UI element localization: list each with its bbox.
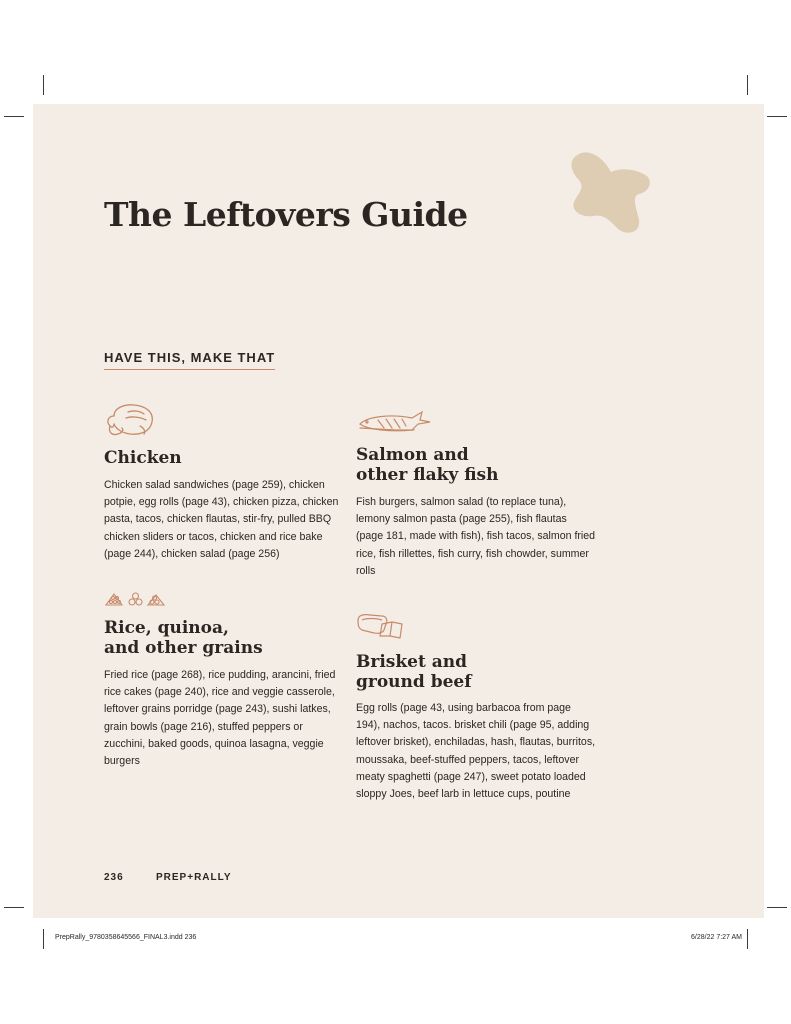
book-title-footer: PREP+RALLY — [156, 872, 232, 883]
section-heading: HAVE THIS, MAKE THAT — [104, 350, 275, 370]
decorative-blob-icon — [565, 150, 651, 236]
crop-mark — [43, 75, 44, 95]
crop-mark — [4, 907, 24, 908]
category-body: Fried rice (page 268), rice pudding, arancini, fried rice cakes (page 240), rice and veggie casserole, leftover grains porridge (page 243), sushi latkes, grain bowls (page 216), stuffed peppers or zucchini, baked goods, quinoa lasagna, veggie burgers — [104, 669, 336, 768]
category-title: Brisket and ground beef — [356, 652, 472, 692]
file-slug: PrepRally_9780358645566_FINAL3.indd 236 — [55, 934, 197, 941]
chicken-icon — [104, 402, 156, 438]
category-body: Fish burgers, salmon salad (to replace tuna), lemony salmon pasta (page 255), fish flautas (page 181, made with fish), fish tacos, salmon fried rice, fish rillettes, fish curry, fish chowder, summer rolls — [356, 496, 596, 577]
crop-mark — [4, 116, 24, 117]
crop-mark — [767, 907, 787, 908]
category-title: Chicken — [104, 448, 182, 468]
category-title: Salmon and other flaky fish — [356, 445, 499, 485]
crop-mark — [747, 929, 748, 949]
fish-icon — [356, 408, 432, 434]
page-number: 236 — [104, 872, 124, 883]
crop-mark — [747, 75, 748, 95]
brisket-icon — [356, 612, 406, 640]
crop-mark — [43, 929, 44, 949]
crop-mark — [767, 116, 787, 117]
print-date: 6/28/22 7:27 AM — [691, 934, 742, 941]
page-title: The Leftovers Guide — [104, 195, 468, 234]
category-title: Rice, quinoa, and other grains — [104, 618, 263, 658]
category-body: Chicken salad sandwiches (page 259), chicken potpie, egg rolls (page 43), chicken pizza, chicken pasta, tacos, chicken flautas, stir-fry, pulled BBQ chicken sliders or tacos, chicken and rice bake (page 244), chicken salad (page 256) — [104, 479, 339, 560]
grains-icon — [104, 591, 168, 607]
category-body: Egg rolls (page 43, using barbacoa from page 194), nachos, tacos. brisket chili (page 95, adding leftover brisket), enchiladas, hash, flautas, burritos, moussaka, beef-stuffed peppers, tacos, leftover meaty spaghetti (page 247), sweet potato loaded sloppy Joes, beef larb in lettuce cups, poutine — [356, 702, 596, 801]
